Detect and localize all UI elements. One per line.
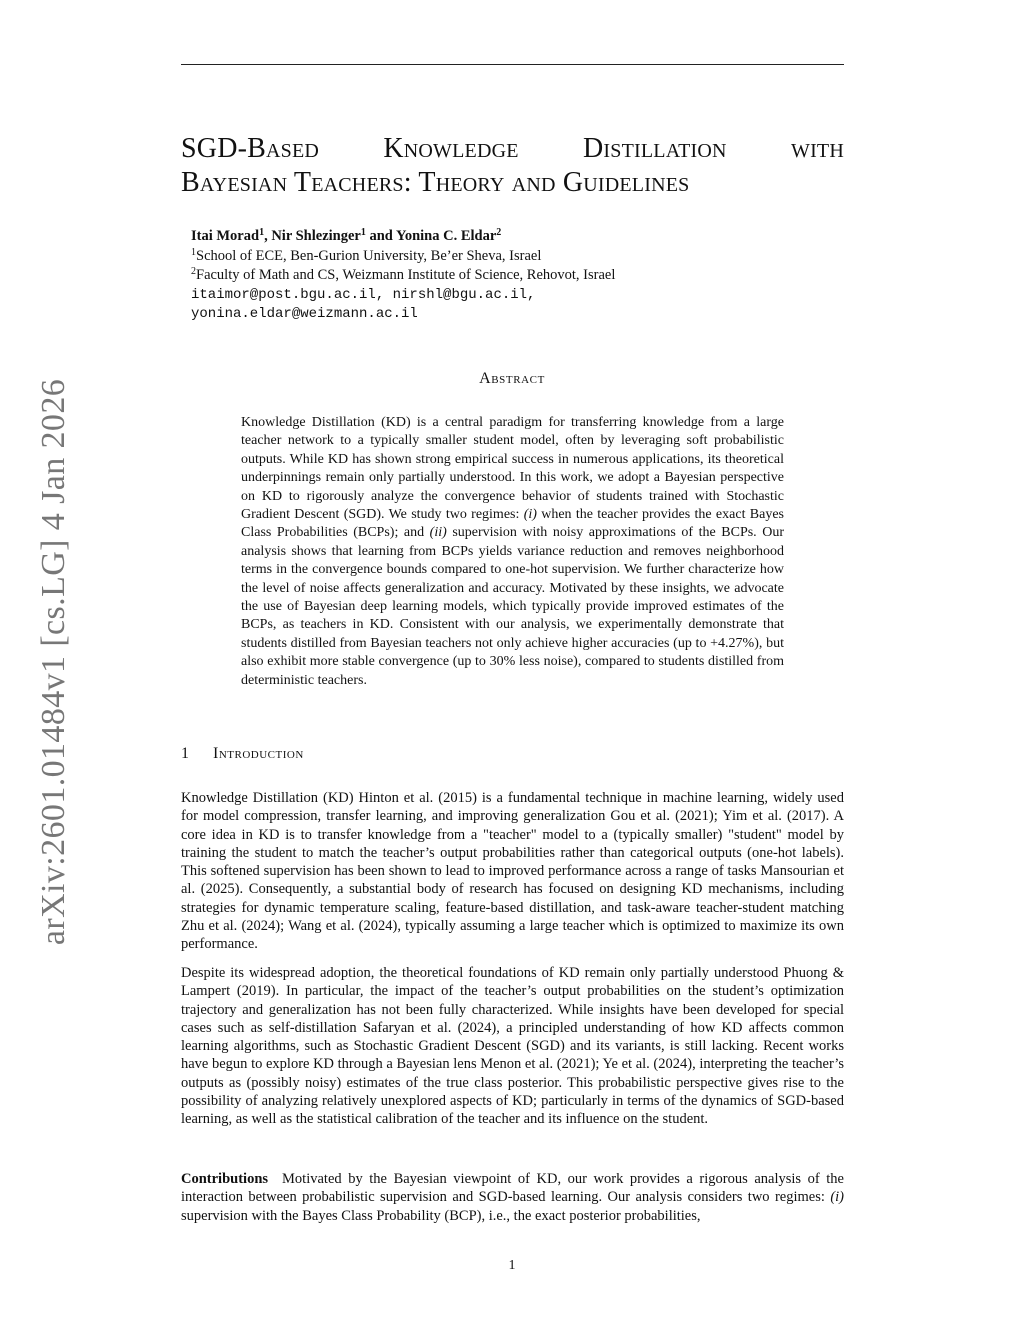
section-number: 1 <box>181 745 190 762</box>
contributions-paragraph <box>181 1170 844 1225</box>
author-block <box>191 227 831 325</box>
abstract-math-i: (i) <box>523 507 537 523</box>
intro-paragraph-2: Despite its widespread adoption, the theoretical foundations of KD remain only partially understood Phuong & Lampert (2019). In particular, the impact of the teacher’s output probabilities on the student’s optimization trajectory and generalization has not been fully characterized. While insights have been developed for special cases such as self-distillation Safaryan et al. (2024), a principled understanding of how KD affects common learning algorithms, such as Stochastic Gradient Descent (SGD) and its variants, is still lacking. Recent works have begun to explore KD through a Bayesian lens Menon et al. (2021); Ye et al. (2024), interpreting the teacher’s outputs as (possibly noisy) estimates of the true class posterior. This probabilistic perspective gives rise to the possibility of analyzing relatively unexplored aspects of KD; particularly in terms of the dynamics of SGD-based learning, as well as the statistical calibration of the teacher and its influence on the student. <box>181 965 844 1128</box>
contributions-runin-heading: Contributions <box>181 1171 269 1187</box>
abstract-text-2: when the teacher provides the exact Bayes Class Probabilities (BCPs); and <box>241 507 784 541</box>
page-number: 1 <box>508 1258 516 1273</box>
affiliation-1 <box>191 247 831 267</box>
author-1-affil: 1 <box>259 227 265 238</box>
abstract-math-ii: (ii) <box>429 525 447 541</box>
author-1: Itai Morad <box>191 228 260 244</box>
affiliation-1-text: School of ECE, Ben-Gurion University, Be’er Sheva, Israel <box>196 247 542 264</box>
contributions-text-1: Motivated by the Bayesian viewpoint of KD, our work provides a rigorous analysis of the interaction between probabilistic supervision and SGD-based learning. Our analysis considers two regimes: <box>181 1171 844 1206</box>
abstract-body <box>241 414 784 690</box>
author-3-affil: 2 <box>496 227 502 238</box>
abstract-heading: Abstract <box>479 370 545 387</box>
header-rule <box>181 64 844 65</box>
arxiv-sidebar-label: arXiv:2601.01484v1 [cs.LG] 4 Jan 2026 <box>35 378 72 946</box>
author-3: Yonina C. Eldar <box>395 228 497 244</box>
author-conjunction: and <box>369 228 393 244</box>
affiliation-1-mark: 1 <box>191 246 196 258</box>
title-line-1: SGD-Based Knowledge Distillation with <box>181 133 844 164</box>
author-2: Nir Shlezinger <box>271 228 361 244</box>
author-names: Itai Morad$^1$, Nir Shlezinger$^1$ and Yonina C. Eldar$^2$ <box>191 227 502 244</box>
affiliation-2-mark: 2 <box>191 266 196 277</box>
abstract-text-3: supervision with noisy approximations of the BCPs. Our analysis shows that learning from BCPs yields variance reduction and removes neighborhood terms in the convergence bounds compared to one-hot supervision. We further characterize how the level of noise affects generalization and accuracy. Motivated by these insights, we advocate the use of Bayesian deep learning models, which typically provide improved estimates of the BCPs, as teachers in KD. Consistent with our analysis, we experimentally demonstrate that students distilled from Bayesian teachers not only achieve higher accuracies (up to +4.27%), but also exhibit more stable convergence (up to 30% less noise), compared to students distilled from deterministic teachers. <box>241 525 784 688</box>
email-line-2[interactable]: yonina.eldar@weizmann.ac.il <box>191 306 418 322</box>
author-2-affil: 1 <box>360 227 366 238</box>
intro-paragraph-1: Knowledge Distillation (KD) Hinton et al. (2015) is a fundamental technique in machine learning, widely used for model compression, transfer learning, and improving generalization Gou et al. (2021); Yim et al. (2017). A core idea in KD is to transfer knowledge from a "teacher" model to a (typically smaller) "student" model by training the student to match the teacher’s output probabilities rather than categorical outputs (one-hot labels). This softened supervision has been shown to lead to improved performance across a range of tasks Mansourian et al. (2025). Consequently, a substantial body of research has focused on designing KD mechanisms, including strategies for dynamic temperature scaling, feature-based distillation, and task-aware teacher-student matching Zhu et al. (2024); Wang et al. (2024), typically assuming a large teacher which is optimized to maximize its own performance. <box>181 790 844 953</box>
section-title: Introduction <box>213 745 304 762</box>
title-line-2: Bayesian Teachers: Theory and Guidelines <box>181 167 690 198</box>
email-line-1[interactable]: itaimor@post.bgu.ac.il, nirshl@bgu.ac.il, <box>191 286 536 303</box>
section-heading-introduction <box>181 745 304 763</box>
affiliation-2 <box>191 266 831 286</box>
abstract-text-1: Knowledge Distillation (KD) is a central paradigm for transferring knowledge from a large teacher network to a typically smaller student model, often by leveraging soft probabilistic outputs. While KD has shown strong empirical success in numerous applications, its theoretical underpinnings remain only partially understood. In this work, we adopt a Bayesian perspective on KD to rigorously analyze the convergence behavior of students trained with Stochastic Gradient Descent (SGD). We study two regimes: <box>241 415 784 523</box>
contributions-math-i: (i) <box>830 1189 844 1206</box>
paper-title <box>181 132 844 200</box>
contributions-text-2: supervision with the Bayes Class Probability (BCP), i.e., the exact posterior probabilities, <box>181 1207 701 1224</box>
affiliation-2-text: Faculty of Math and CS, Weizmann Institute of Science, Rehovot, Israel <box>196 267 616 283</box>
